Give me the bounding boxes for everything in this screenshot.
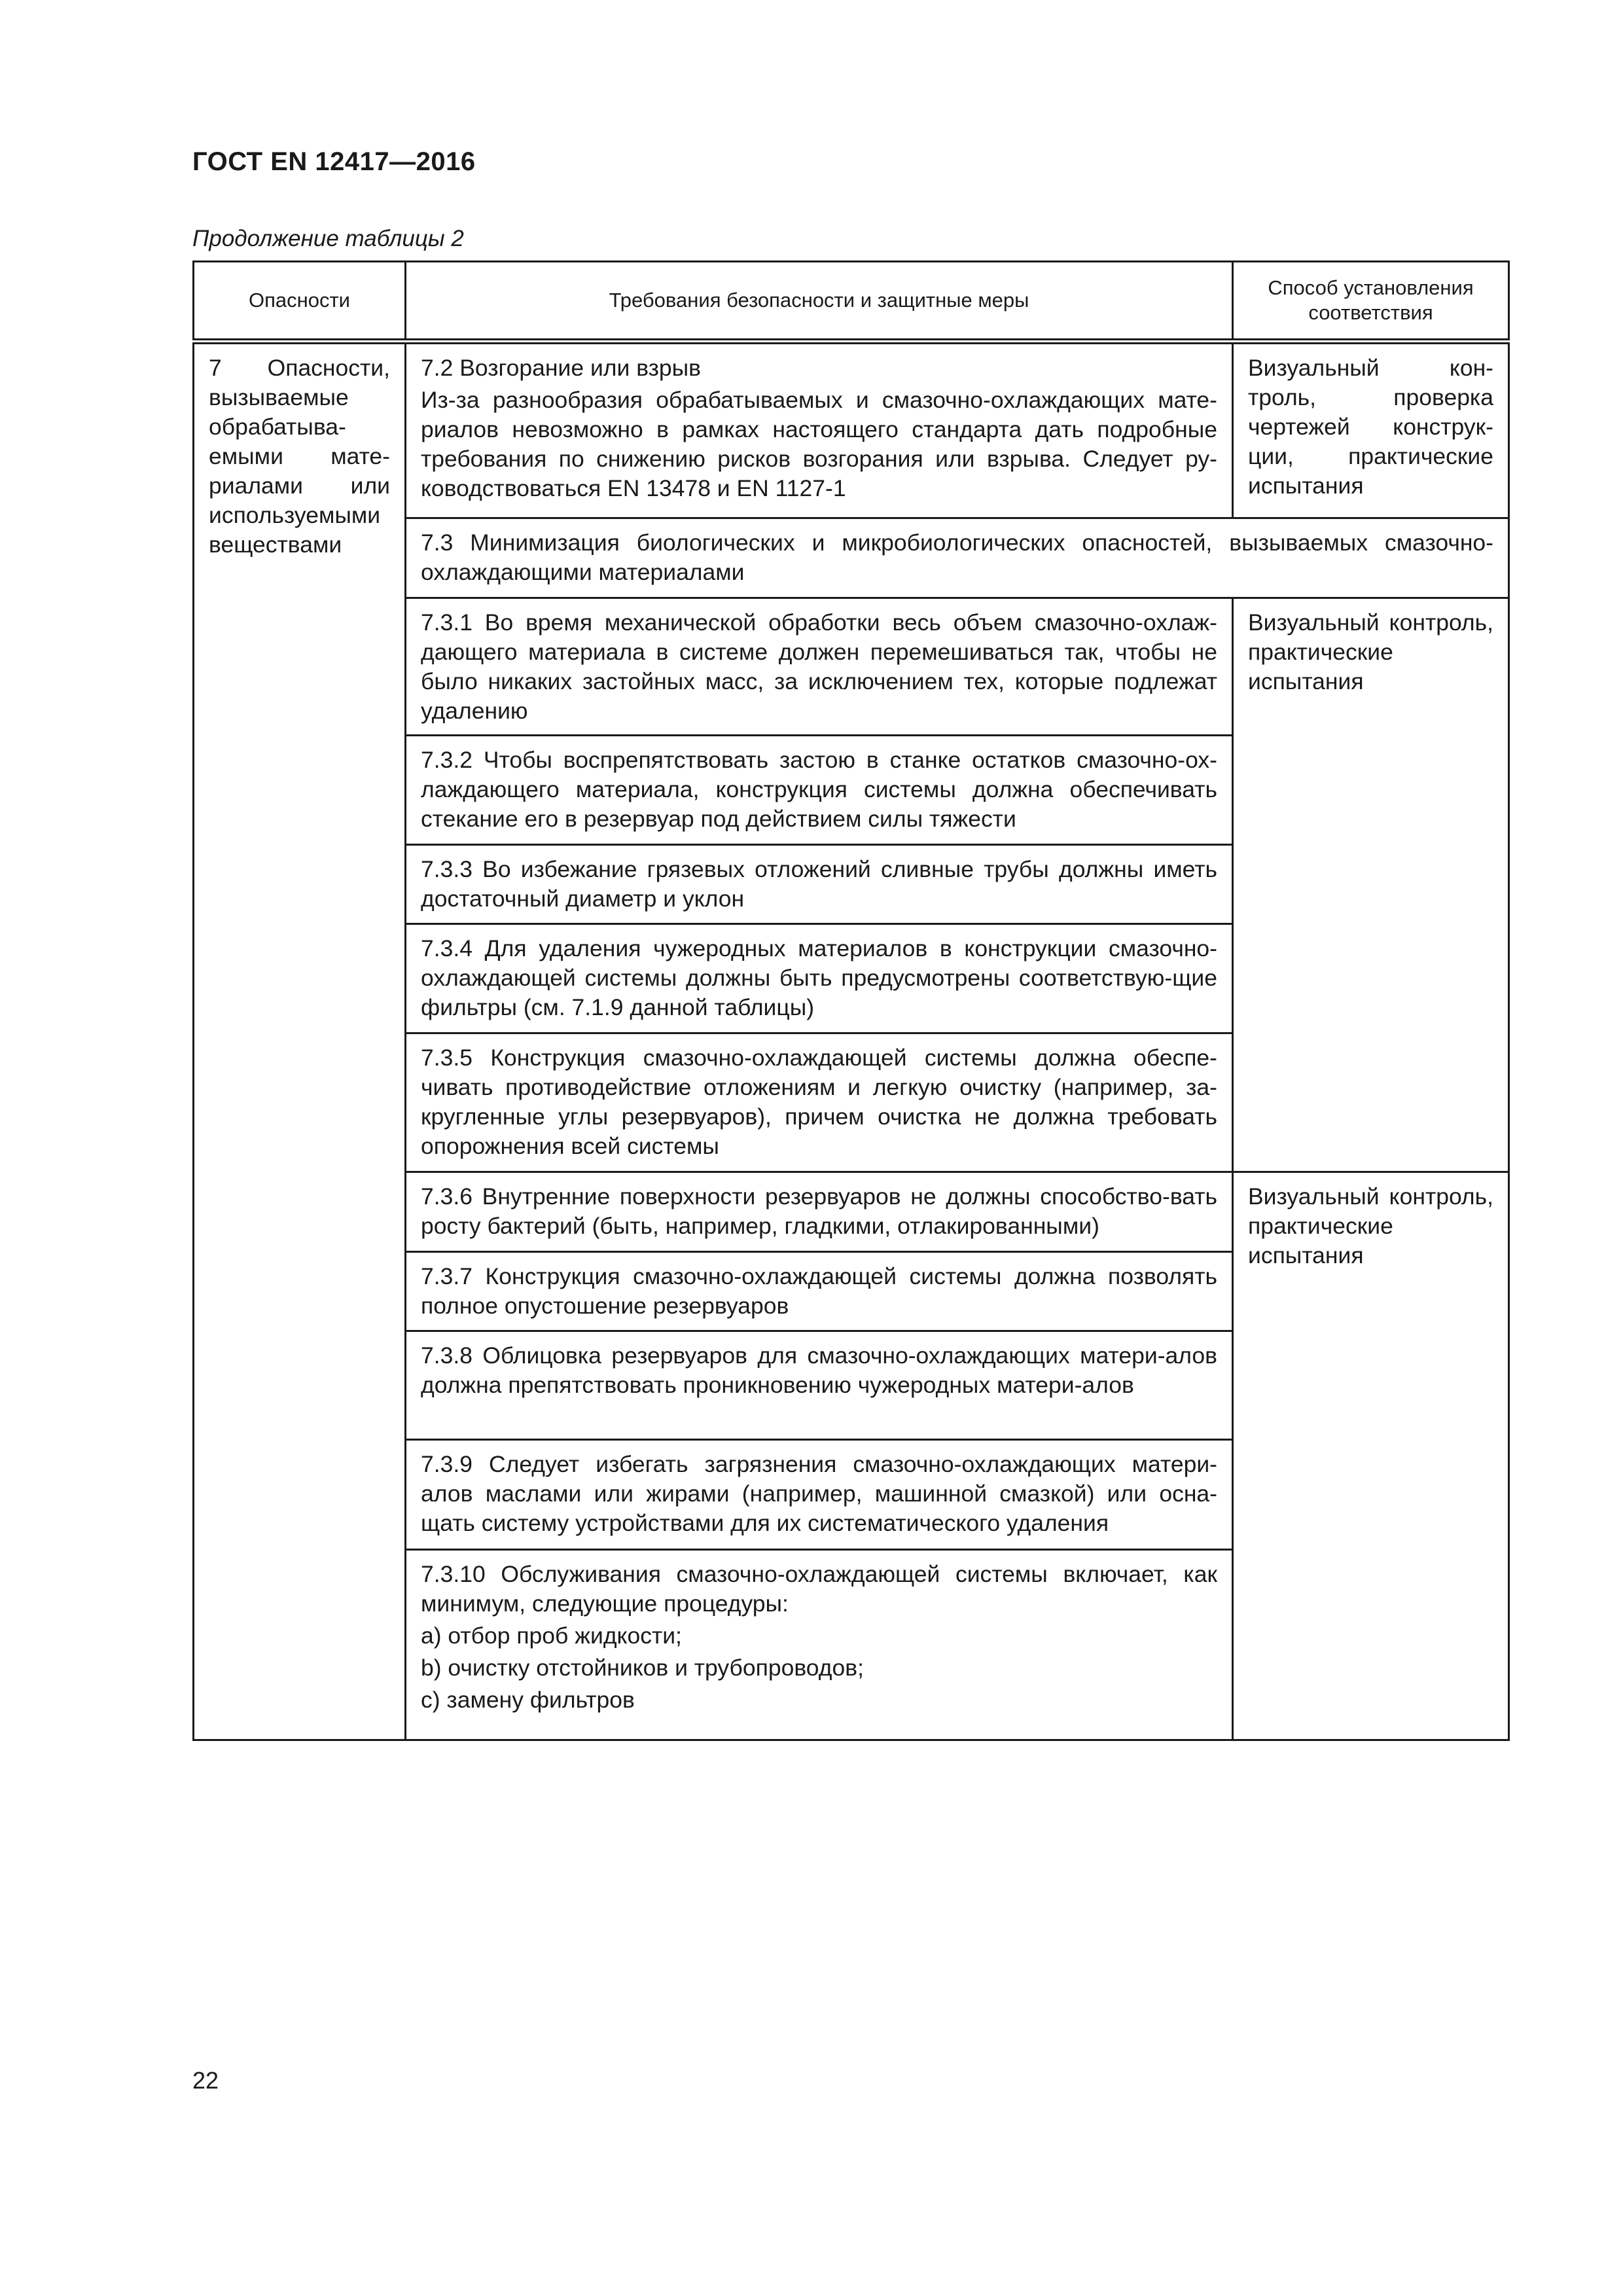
requirement-cell: 7.3.5 Конструкция смазочно-охлаждающей системы должна обеспе-чивать противодействие отложениям и легкую очистку (например, за-кругленные углы резервуаров), причем очистка не должна требовать опорожнения всей системы [406, 1033, 1233, 1172]
table-row [194, 342, 1509, 518]
column-header-verification: Способ установления соответствия [1233, 262, 1509, 342]
column-header-requirements: Требования безопасности и защитные меры [406, 262, 1233, 342]
verification-cell: Визуальный контроль, практические испытания [1233, 1172, 1509, 1740]
page-number: 22 [192, 2067, 219, 2094]
requirement-cell: 7.3.4 Для удаления чужеродных материалов в конструкции смазочно-охлаждающей системы должны быть предусмотрены соответствую-щие фильтры (см. 7.1.9 данной таблицы) [406, 924, 1233, 1033]
document-header: ГОСТ EN 12417—2016 [192, 147, 476, 176]
requirement-cell: 7.3.8 Облицовка резервуаров для смазочно-охлаждающих матери-алов должна препятствовать проникновению чужеродных матери-алов [406, 1331, 1233, 1440]
requirement-cell: 7.3 Минимизация биологических и микробиологических опасностей, вызываемых смазочно-охлаждающими материалами [406, 518, 1509, 598]
requirement-cell: 7.3.9 Следует избегать загрязнения смазочно-охлаждающих матери-алов маслами или жирами (например, машинной смазкой) или осна-щать систему устройствами для их систематического удаления [406, 1440, 1233, 1550]
table-header-row [194, 262, 1509, 342]
safety-requirements-table [192, 260, 1510, 1741]
requirement-intro: 7.3.10 Обслуживания смазочно-охлаждающей системы включает, как минимум, следующие процедуры: [421, 1561, 1217, 1617]
requirement-cell: 7.3.1 Во время механической обработки весь объем смазочно-охлаж-дающего материала в системе должен перемешиваться так, чтобы не было никаких застойных масс, за исключением тех, которые подлежат удалению [406, 598, 1233, 736]
list-item: a) отбор проб жидкости; [421, 1623, 682, 1649]
list-item: b) очистку отстойников и трубопроводов; [421, 1655, 864, 1681]
verification-cell: Визуальный контроль, практические испытания [1233, 598, 1509, 1172]
requirement-cell: 7.3.7 Конструкция смазочно-охлаждающей системы должна позволять полное опустошение резервуаров [406, 1252, 1233, 1331]
requirement-text: Из-за разнообразия обрабатываемых и смазочно-охлаждающих мате-риалов невозможно в рамках настоящего стандарта дать подробные требования по снижению рисков возгорания или взрыва. Следует ру-ководствоваться EN 13478 и EN 1127-1 [421, 387, 1217, 501]
requirement-title: 7.2 Возгорание или взрыв [421, 355, 702, 381]
requirement-cell: 7.3.6 Внутренние поверхности резервуаров не должны способство-вать росту бактерий (быть, например, гладкими, отлакированными) [406, 1172, 1233, 1252]
list-item: c) замену фильтров [421, 1687, 635, 1713]
column-header-hazards: Опасности [194, 262, 406, 342]
verification-cell: Визуальный кон-троль, проверка чертежей конструк-ции, практические испытания [1233, 342, 1509, 518]
hazard-cell: 7 Опасности, вызываемые обрабатыва-емыми мате-риалами или используемыми веществами [194, 342, 406, 1740]
requirement-cell: 7.3.3 Во избежание грязевых отложений сливные трубы должны иметь достаточный диаметр и уклон [406, 845, 1233, 924]
table-caption: Продолжение таблицы 2 [192, 226, 464, 251]
requirement-cell [406, 1550, 1233, 1740]
requirement-cell: 7.3.2 Чтобы воспрепятствовать застою в станке остатков смазочно-ох-лаждающего материала, конструкция системы должна обеспечивать стекание его в резервуар под действием силы тяжести [406, 736, 1233, 845]
requirement-cell [406, 342, 1233, 518]
